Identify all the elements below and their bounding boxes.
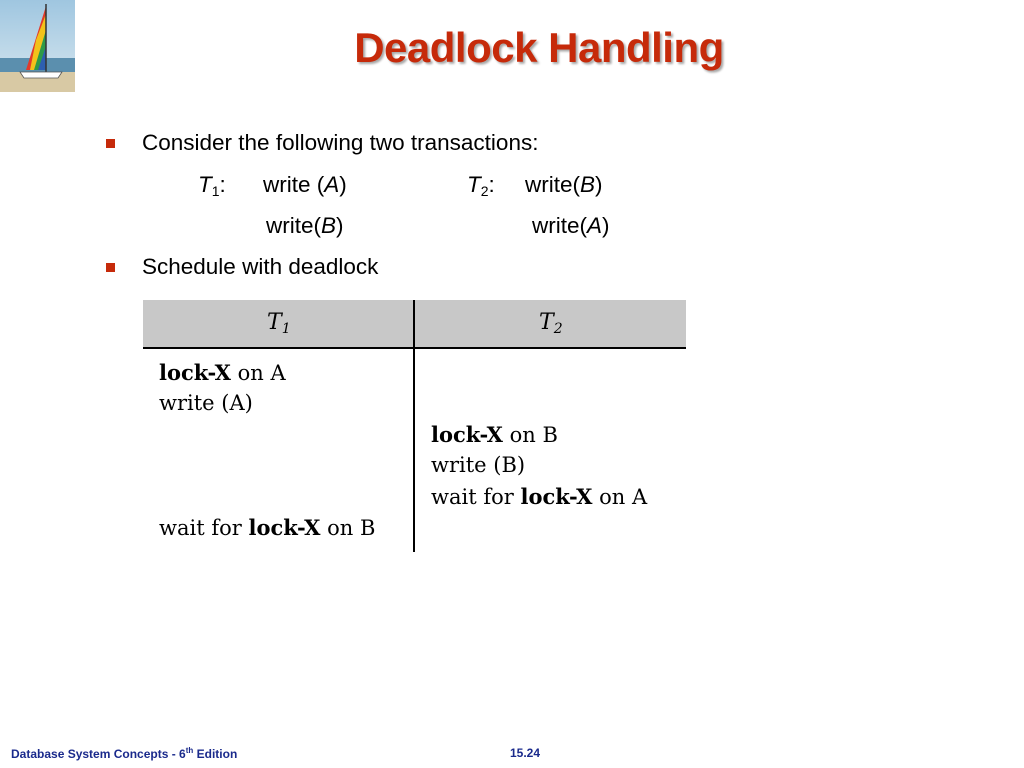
op-keyword: lock-X — [159, 360, 231, 385]
footer-book-suffix: Edition — [193, 747, 238, 761]
bullet-square-icon — [106, 139, 115, 148]
op-text: on B — [320, 516, 376, 540]
t2-label: $T_2$: — [467, 172, 495, 199]
op-text: write (B) — [431, 453, 526, 477]
t2-schedule-op — [431, 484, 647, 509]
op-text: on A — [230, 361, 286, 385]
op-prefix: wait for — [431, 485, 521, 509]
header-t2-letter: T — [539, 310, 554, 335]
t2-op-1: write(B) — [525, 172, 603, 197]
t2-label-sub: 2 — [480, 183, 489, 199]
op-prefix: wait for — [159, 516, 249, 540]
bullet-text: Consider the following two transactions: — [142, 130, 539, 155]
slide-title: Deadlock Handling — [354, 24, 724, 71]
header-t2 — [539, 310, 563, 337]
footer-book-title — [11, 746, 237, 761]
t1-label-sub: 1 — [211, 183, 220, 199]
footer-page-number: 15.24 — [510, 746, 541, 760]
t1-op-2: write(B) — [266, 213, 344, 238]
bullet-square-icon — [106, 263, 115, 272]
t1-schedule-op — [159, 360, 286, 385]
t1-schedule-op — [159, 391, 253, 415]
footer-book-sup: th — [185, 746, 194, 755]
op-keyword: lock-X — [248, 515, 321, 540]
t1-schedule-op — [159, 515, 375, 540]
t1-label-letter: T — [198, 172, 212, 197]
header-t1 — [267, 310, 291, 337]
op-text: on B — [502, 423, 558, 447]
op-keyword: lock-X — [520, 484, 593, 509]
header-t1-sub: 1 — [281, 321, 291, 337]
t2-op-2: write(A) — [532, 213, 610, 238]
t1-label: $T_1$: — [198, 172, 226, 199]
t2-label-letter: T — [467, 172, 481, 197]
op-text: write (A) — [159, 391, 253, 415]
column-divider — [413, 300, 415, 552]
t1-op-1: write (A) — [263, 172, 347, 197]
t2-schedule-op — [431, 453, 525, 477]
footer-book-prefix: Database System Concepts - 6 — [11, 747, 186, 761]
header-t1-letter: T — [267, 310, 282, 335]
t2-schedule-op — [431, 422, 558, 447]
op-text: on A — [592, 485, 648, 509]
op-keyword: lock-X — [431, 422, 503, 447]
header-t2-sub: 2 — [553, 321, 563, 337]
schedule-table — [143, 300, 686, 552]
bullet-text: Schedule with deadlock — [142, 254, 379, 279]
